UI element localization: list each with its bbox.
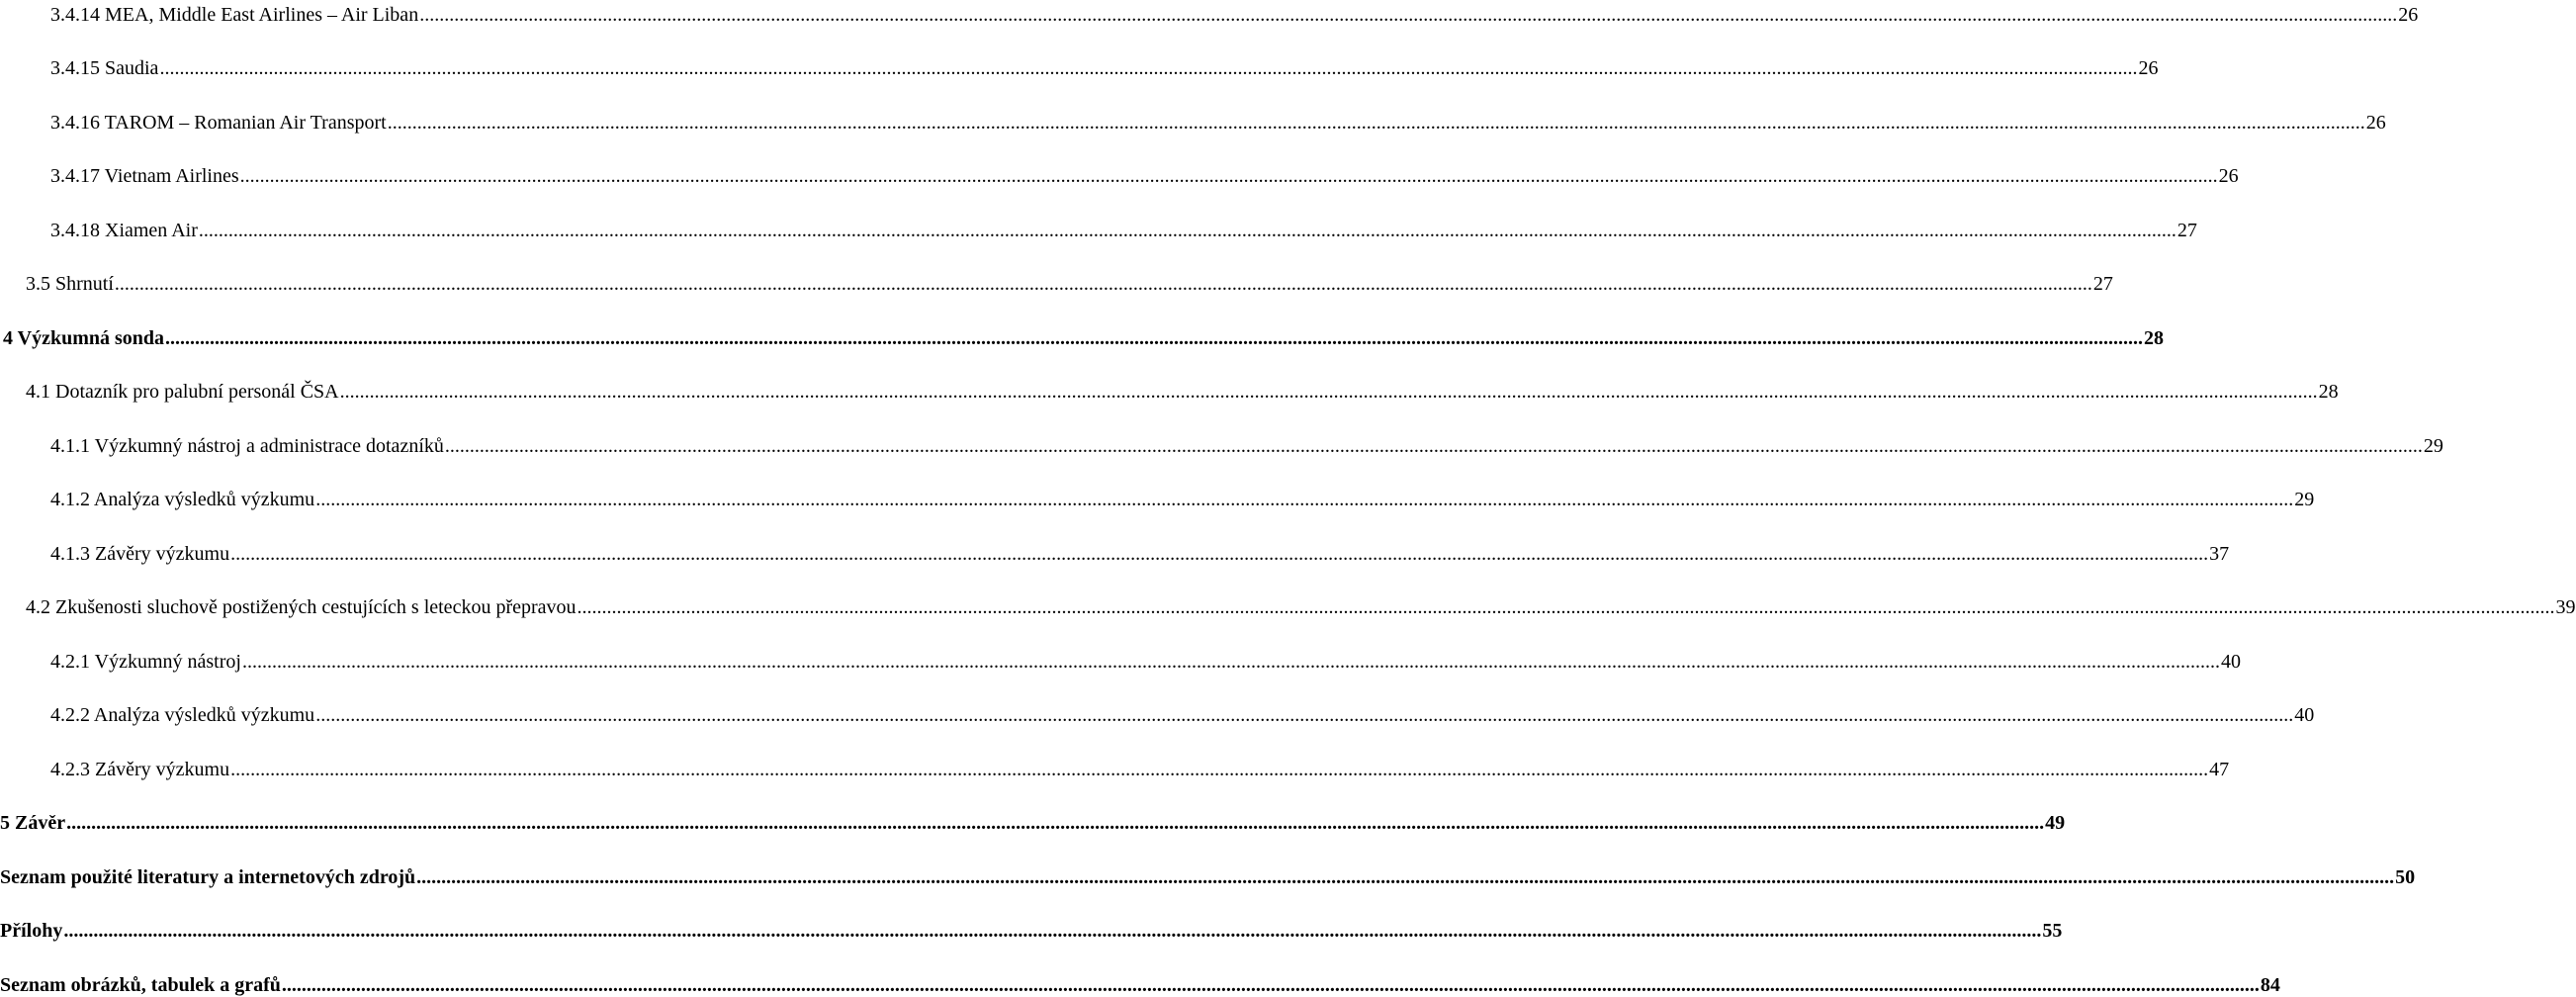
toc-dot-leader: ................................................................................................................................................................................................................................................................................................................................................................................................................ [315, 704, 2294, 726]
toc-entry-page: 84 [2260, 974, 2280, 996]
toc-entry-chapter[interactable] [0, 860, 2416, 889]
toc-entry-page: 29 [2294, 489, 2315, 510]
toc-entry-title: 4.1 Dotazník pro palubní personál ČSA [26, 381, 339, 403]
toc-entry-page: 39 [2555, 596, 2576, 618]
toc-entry[interactable] [0, 644, 2241, 674]
toc-entry-page: 47 [2209, 759, 2230, 780]
toc-entry-title: 4.1.1 Výzkumný nástroj a administrace dotazníků [50, 435, 444, 457]
toc-entry-chapter[interactable] [0, 805, 2066, 835]
toc-dot-leader: ................................................................................................................................................................................................................................................................................................................................................................................................................ [577, 596, 2555, 618]
toc-entry[interactable] [0, 213, 2197, 242]
toc-entry-title: 3.4.16 TAROM – Romanian Air Transport [50, 112, 387, 134]
toc-entry-page: 49 [2045, 812, 2066, 834]
toc-entry[interactable] [0, 105, 2386, 135]
toc-dot-leader: ................................................................................................................................................................................................................................................................................................................................................................................................................ [198, 220, 2176, 241]
toc-dot-leader: ................................................................................................................................................................................................................................................................................................................................................................................................................ [239, 165, 2218, 187]
toc-entry[interactable] [0, 0, 2419, 27]
toc-entry-title: 4.2 Zkušenosti sluchově postižených cestujících s leteckou přepravou [26, 596, 577, 618]
toc-entry-title: 5 Závěr [0, 812, 66, 834]
toc-entry-page: 29 [2423, 435, 2443, 457]
toc-entry-page: 37 [2209, 543, 2230, 565]
toc-entry[interactable] [0, 158, 2239, 188]
toc-entry-page: 40 [2220, 651, 2241, 673]
toc-entry-title: 4.2.2 Analýza výsledků výzkumu [50, 704, 315, 726]
toc-entry-page: 50 [2395, 866, 2416, 888]
toc-dot-leader: ................................................................................................................................................................................................................................................................................................................................................................................................................ [241, 651, 2220, 673]
toc-entry-page: 55 [2042, 920, 2063, 942]
toc-entry[interactable] [0, 482, 2315, 511]
toc-entry-page: 27 [2176, 220, 2197, 241]
toc-dot-leader: ................................................................................................................................................................................................................................................................................................................................................................................................................ [66, 812, 2045, 834]
toc-entry-chapter[interactable] [0, 320, 2165, 350]
toc-entry[interactable] [0, 50, 2159, 80]
toc-entry[interactable] [0, 697, 2315, 727]
toc-dot-leader: ................................................................................................................................................................................................................................................................................................................................................................................................................ [419, 4, 2398, 26]
toc-dot-leader: ................................................................................................................................................................................................................................................................................................................................................................................................................ [281, 974, 2260, 996]
toc-dot-leader: ................................................................................................................................................................................................................................................................................................................................................................................................................ [339, 381, 2318, 403]
toc-entry[interactable] [0, 589, 2576, 619]
toc-dot-leader: ................................................................................................................................................................................................................................................................................................................................................................................................................ [444, 435, 2423, 457]
toc-dot-leader: ................................................................................................................................................................................................................................................................................................................................................................................................................ [230, 759, 2209, 780]
toc-entry-title: 3.4.14 MEA, Middle East Airlines – Air Liban [50, 4, 419, 26]
toc-entry-title: 3.5 Shrnutí [26, 273, 114, 295]
toc-dot-leader: ................................................................................................................................................................................................................................................................................................................................................................................................................ [114, 273, 2092, 295]
toc-dot-leader: ................................................................................................................................................................................................................................................................................................................................................................................................................ [315, 489, 2294, 510]
toc-entry-title: 3.4.15 Saudia [50, 57, 159, 79]
toc-entry-page: 40 [2294, 704, 2315, 726]
toc-entry-page: 28 [2318, 381, 2339, 403]
toc-entry-title: 4 Výzkumná sonda [3, 327, 165, 349]
toc-dot-leader: ................................................................................................................................................................................................................................................................................................................................................................................................................ [159, 57, 2138, 79]
toc-entry[interactable] [0, 752, 2230, 781]
toc-dot-leader: ................................................................................................................................................................................................................................................................................................................................................................................................................ [416, 866, 2395, 888]
toc-entry-title: Přílohy [0, 920, 63, 942]
toc-entry[interactable] [0, 374, 2339, 404]
toc-entry-title: Seznam obrázků, tabulek a grafů [0, 974, 281, 996]
toc-entry-title: 4.1.2 Analýza výsledků výzkumu [50, 489, 315, 510]
toc-entry-title: 4.2.3 Závěry výzkumu [50, 759, 230, 780]
toc-entry-page: 26 [2398, 4, 2419, 26]
toc-dot-leader: ................................................................................................................................................................................................................................................................................................................................................................................................................ [165, 327, 2144, 349]
toc-entry-title: Seznam použité literatury a internetových zdrojů [0, 866, 416, 888]
toc-entry-title: 3.4.18 Xiamen Air [50, 220, 198, 241]
toc-entry-page: 26 [2218, 165, 2239, 187]
toc-entry-page: 26 [2365, 112, 2386, 134]
toc-entry[interactable] [0, 536, 2230, 566]
toc-entry[interactable] [0, 428, 2443, 458]
toc-entry-chapter[interactable] [0, 967, 2280, 997]
toc-dot-leader: ................................................................................................................................................................................................................................................................................................................................................................................................................ [230, 543, 2209, 565]
toc-dot-leader: ................................................................................................................................................................................................................................................................................................................................................................................................................ [387, 112, 2365, 134]
toc-entry-title: 4.1.3 Závěry výzkumu [50, 543, 230, 565]
toc-entry-page: 26 [2138, 57, 2159, 79]
toc-entry-page: 27 [2092, 273, 2113, 295]
toc-entry-chapter[interactable] [0, 913, 2063, 943]
toc-entry-title: 3.4.17 Vietnam Airlines [50, 165, 239, 187]
toc-dot-leader: ................................................................................................................................................................................................................................................................................................................................................................................................................ [63, 920, 2042, 942]
toc-entry-title: 4.2.1 Výzkumný nástroj [50, 651, 241, 673]
toc-entry[interactable] [0, 266, 2113, 296]
toc-entry-page: 28 [2144, 327, 2165, 349]
